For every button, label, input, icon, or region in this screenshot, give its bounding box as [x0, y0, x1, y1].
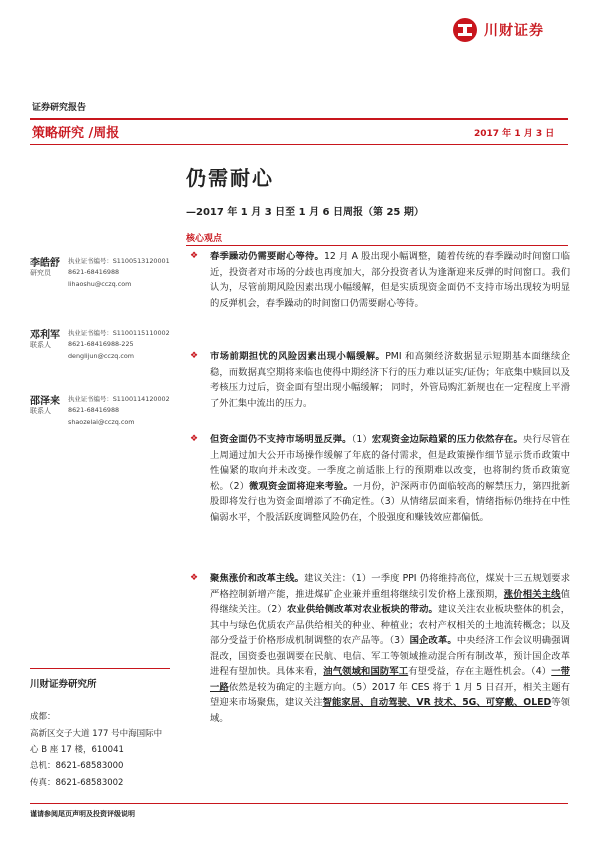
analyst-cert: 执业证书编号：S1100115110002: [68, 329, 170, 337]
analyst-role: 联系人: [30, 407, 51, 415]
footer-divider: [30, 803, 568, 804]
key-point-text: [210, 349, 570, 411]
disclaimer-text: 谨请参阅尾页声明及投资评级说明: [30, 810, 135, 818]
analyst-phone: 8621-68416988: [68, 268, 120, 276]
key-point-subheading: 国企改革。: [409, 635, 457, 646]
analyst-name: 邵泽来: [30, 396, 60, 407]
key-point-highlight: 油气领域和国防军工: [323, 666, 409, 677]
analyst-phone: 8621-68416988: [68, 406, 120, 414]
key-point-text: [210, 249, 570, 311]
report-type: 证券研究报告: [32, 103, 87, 113]
report-date: 2017 年 1 月 3 日: [474, 129, 555, 139]
section-label: 核心观点: [186, 234, 223, 244]
key-point-heading: 聚焦涨价和改革主线。: [210, 573, 305, 584]
page-title: 仍需耐心: [186, 166, 274, 190]
institute-fax: 传真：8621-68583002: [30, 778, 124, 788]
key-point-body: 中央经济工作会议明确强调混改，国资委也强调要在民航、电信、军工等领域推动混合所有制改革，预计国企改革进程有望加快。具体来看，: [210, 635, 570, 677]
report-category: 策略研究 /周报: [32, 126, 120, 141]
key-point-subheading: 农业供给侧改革对农业板块的带动。: [286, 604, 438, 615]
key-point-text: [210, 571, 570, 726]
institute-city: 成都：: [30, 712, 56, 722]
diamond-bullet-icon: ❖: [190, 434, 199, 444]
section-header: [186, 231, 568, 246]
key-point-body: 有望受益，存在主题性机会。（4）: [408, 666, 552, 677]
key-point-body: PMI 和高频经济数据显示短期基本面继续企稳，而数据真空期将来临也使得中期经济下行的压力难以证实/证伪；年底集中赎回以及考核压力过后，资金面有望出现小幅缓解； 同时，外管局购汇新规也在一定程度上平滑了外汇集中流出的压力。: [210, 351, 570, 409]
analyst-phone: 8621-68416988-225: [68, 340, 134, 348]
key-point-body: 建议关注：（1）一季度 PPI 仍将维持高位，煤炭十三五规划要求严格控制新增产能，推进煤矿企业兼并重组将继续引发价格上涨预期，: [210, 573, 570, 600]
key-point-body: 值得继续关注。（2）: [210, 588, 570, 615]
analyst-role: 研究员: [30, 269, 51, 277]
key-point-heading: 但资金面仍不支持市场明显反弹。: [210, 434, 352, 445]
key-point-body: 等领域。: [210, 697, 570, 724]
key-point-body: 建议关注农业板块整体的机会，其中与绿色优质农产品供给相关的种业、种植业；农村产权相关的土地流转概念；以及部分受益于价格形成机制调整的农产品等。（3）: [210, 604, 570, 646]
analyst-cert: 执业证书编号：S1100513120001: [68, 257, 170, 265]
analyst-email[interactable]: shaozelai@cczq.com: [68, 418, 135, 426]
analyst-email[interactable]: denglijun@cczq.com: [68, 352, 135, 360]
key-point-highlight: 智能家居、自动驾驶、VR 技术、5G、可穿戴、OLED: [322, 697, 552, 708]
key-point-body: 央行尽管在上周通过加大公开市场操作缓解了年底的备付需求，但是政策操作细节显示货币政策中性偏紧的取向并未改变。一季度之前适胀上行的预期难以改变，也将制约货币政策宽松。（2）: [210, 434, 570, 492]
brand-logo: [452, 16, 582, 44]
key-point-body: 依然是较为确定的主题方向。（5）2017 年 CES 将于 1 月 5 日召开，相关主题有望迎来市场聚焦，建议关注: [210, 681, 570, 708]
diamond-bullet-icon: ❖: [190, 573, 199, 583]
analyst-email[interactable]: lihaoshu@cczq.com: [68, 280, 132, 288]
key-point-highlight: 一带一路: [210, 666, 570, 693]
institute-divider: [30, 668, 170, 669]
analyst-name: 李皓舒: [30, 258, 60, 269]
key-point-heading: 市场前期担忧的风险因素出现小幅缓解。: [210, 351, 386, 362]
analyst-name: 邓利军: [30, 330, 60, 341]
key-point-index: （1）: [351, 434, 372, 445]
key-point-subheading: 宏观资金边际趋紧的压力依然存在。: [371, 434, 523, 445]
analyst-role: 联系人: [30, 341, 51, 349]
institute-phone: 总机：8621-68583000: [30, 761, 124, 771]
key-point-body: 12 月 A 股出现小幅调整，随着传统的春季躁动时间窗口临近，投资者对市场的分歧也再度加大，部分投资者认为逢渐迎来反弹的时间窗口。我们认为，尽管前期风险因素出现小幅缓解，但是实质现资金面仍不支持市场出现较为明显的反弹机会，春季躁动的时间窗口仍需要耐心等待。: [210, 251, 570, 309]
key-point-heading: 春季躁动仍需要耐心等待。: [210, 251, 325, 262]
diamond-bullet-icon: ❖: [190, 351, 199, 361]
institute-name: 川财证券研究所: [30, 679, 97, 690]
page-subtitle: —2017 年 1 月 3 日至 1 月 6 日周报（第 25 期）: [186, 207, 424, 218]
institute-address: 高新区交子大道 177 号中海国际中: [30, 729, 163, 739]
key-point-text: [210, 432, 570, 525]
key-point-subheading: 微观资金面将迎来考验。: [249, 480, 354, 492]
brand-name: 川财证券: [484, 23, 544, 39]
brand-logo-icon: [452, 17, 478, 43]
analyst-cert: 执业证书编号：S1100114120002: [68, 395, 170, 403]
diamond-bullet-icon: ❖: [190, 251, 199, 261]
key-point-highlight: 涨价相关主线: [503, 588, 561, 600]
key-point-body: 一月份，沪深两市仍面临较高的解禁压力，第四批新股即将发行也为资金面增添了不确定性。（3）从情绪层面来看，情绪指标仍维持在中性偏弱水平，个股活跃度调整风险仍在，个股强度和赚钱效应都偏低。: [210, 480, 570, 523]
institute-address: 心 B 座 17 楼，610041: [30, 745, 124, 755]
